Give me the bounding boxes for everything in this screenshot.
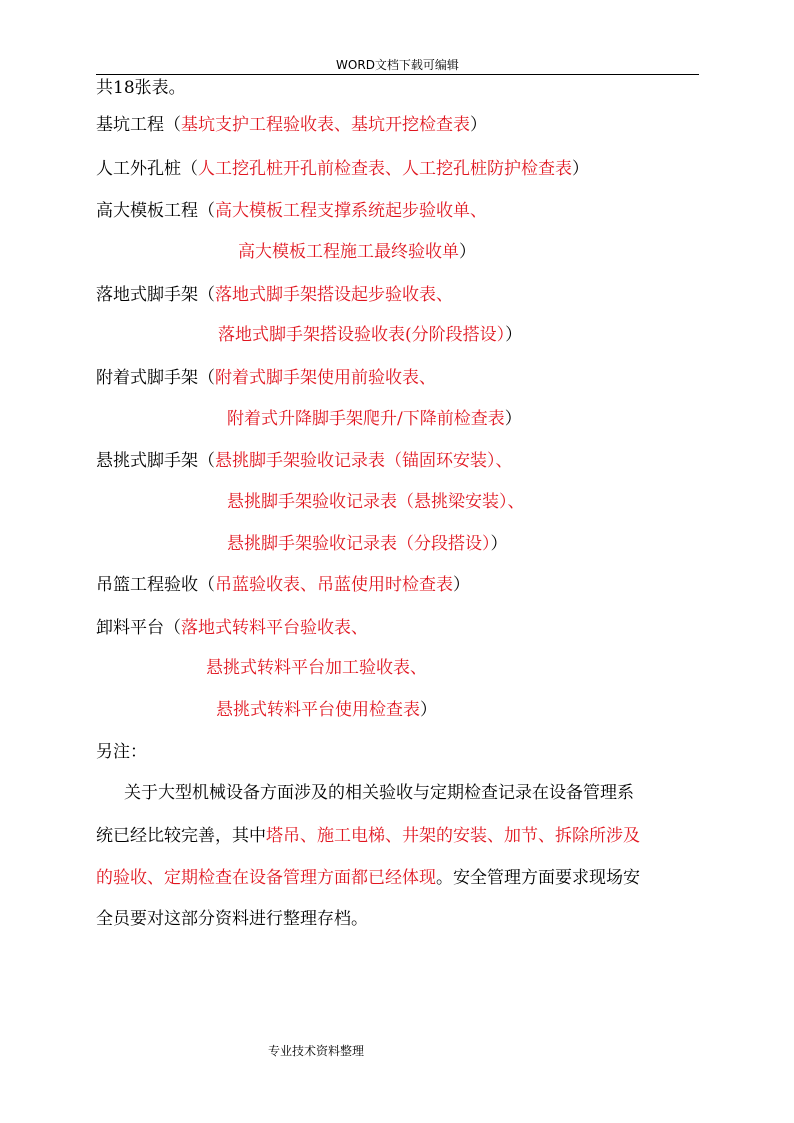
item-close: ） [504, 409, 522, 429]
item-tables: 附着式升降脚手架爬升/下降前检查表 [227, 409, 505, 429]
item-tables: 落地式脚手架搭设起步验收表、 [215, 285, 453, 305]
item-close: ） [572, 159, 589, 179]
item-tables: 悬挑脚手架验收记录表（分段搭设） [227, 534, 491, 554]
item-close: ） [490, 534, 508, 554]
note-text: 统已经比较完善，其中 [96, 826, 266, 846]
item-tables: 高大模板工程施工最终验收单 [238, 242, 459, 262]
item-floor-scaffold [96, 283, 453, 307]
item-label: 吊篮工程验收（ [96, 575, 215, 595]
item-floor-scaffold-cont [218, 323, 522, 347]
note-text: 。安全管理方面要求现场安 [436, 868, 640, 888]
item-close: ） [459, 242, 476, 262]
item-tables: 基坑支护工程验收表、基坑开挖检查表 [181, 115, 470, 135]
item-attached-scaffold [96, 366, 436, 390]
note-paragraph-line2 [96, 824, 640, 848]
item-label: 高大模板工程（ [96, 201, 215, 221]
item-label: 附着式脚手架（ [96, 368, 215, 388]
item-tables: 吊蓝验收表、吊蓝使用时检查表 [215, 575, 453, 595]
item-cantilever-scaffold-cont2 [227, 532, 508, 556]
item-unloading-platform-cont1 [206, 656, 427, 680]
item-label: 人工外孔桩（ [96, 159, 198, 179]
item-tables: 悬挑脚手架验收记录表（锚固环安装）、 [215, 451, 513, 471]
item-close: ） [453, 575, 470, 595]
item-unloading-platform [96, 616, 368, 640]
page-footer: 专业技术资料整理 [268, 1044, 365, 1058]
item-tables: 附着式脚手架使用前验收表、 [215, 368, 436, 388]
item-cantilever-scaffold [96, 449, 513, 473]
note-paragraph-line4: 全员要对这部分资料进行整理存档。 [96, 909, 368, 929]
intro-line: 共18张表。 [96, 78, 186, 98]
item-close: ） [420, 700, 437, 720]
item-unloading-platform-cont2 [216, 698, 437, 722]
item-gondola [96, 573, 470, 597]
item-close: ） [505, 325, 523, 345]
note-paragraph-line1: 关于大型机械设备方面涉及的相关验收与定期检查记录在设备管理系 [124, 783, 634, 803]
item-tables: 落地式脚手架搭设验收表(分阶段搭设） [218, 325, 506, 345]
item-cantilever-scaffold-cont1 [227, 490, 525, 514]
item-label: 悬挑式脚手架（ [96, 451, 215, 471]
item-label: 落地式脚手架（ [96, 285, 215, 305]
item-label: 基坑工程（ [96, 115, 181, 135]
item-tables: 高大模板工程支撑系统起步验收单、 [215, 201, 487, 221]
item-formwork [96, 199, 487, 223]
note-highlight: 塔吊、施工电梯、井架的安装、加节、拆除所涉及 [266, 826, 640, 846]
page-header: WORD文档下载可编辑 [96, 56, 699, 75]
item-tables: 悬挑式转料平台使用检查表 [216, 700, 420, 720]
note-highlight: 的验收、定期检查在设备管理方面都已经体现 [96, 868, 436, 888]
item-formwork-cont [238, 240, 476, 264]
item-manual-pile [96, 157, 589, 181]
item-tables: 落地式转料平台验收表、 [181, 618, 368, 638]
item-excavation [96, 113, 487, 137]
item-attached-scaffold-cont [227, 407, 522, 431]
item-label: 卸料平台（ [96, 618, 181, 638]
item-tables: 悬挑脚手架验收记录表（悬挑梁安装）、 [227, 492, 525, 512]
note-paragraph-line3 [96, 866, 640, 890]
item-close: ） [470, 115, 487, 135]
item-tables: 悬挑式转料平台加工验收表、 [206, 658, 427, 678]
note-title: 另注： [96, 742, 147, 762]
item-tables: 人工挖孔桩开孔前检查表、人工挖孔桩防护检查表 [198, 159, 572, 179]
